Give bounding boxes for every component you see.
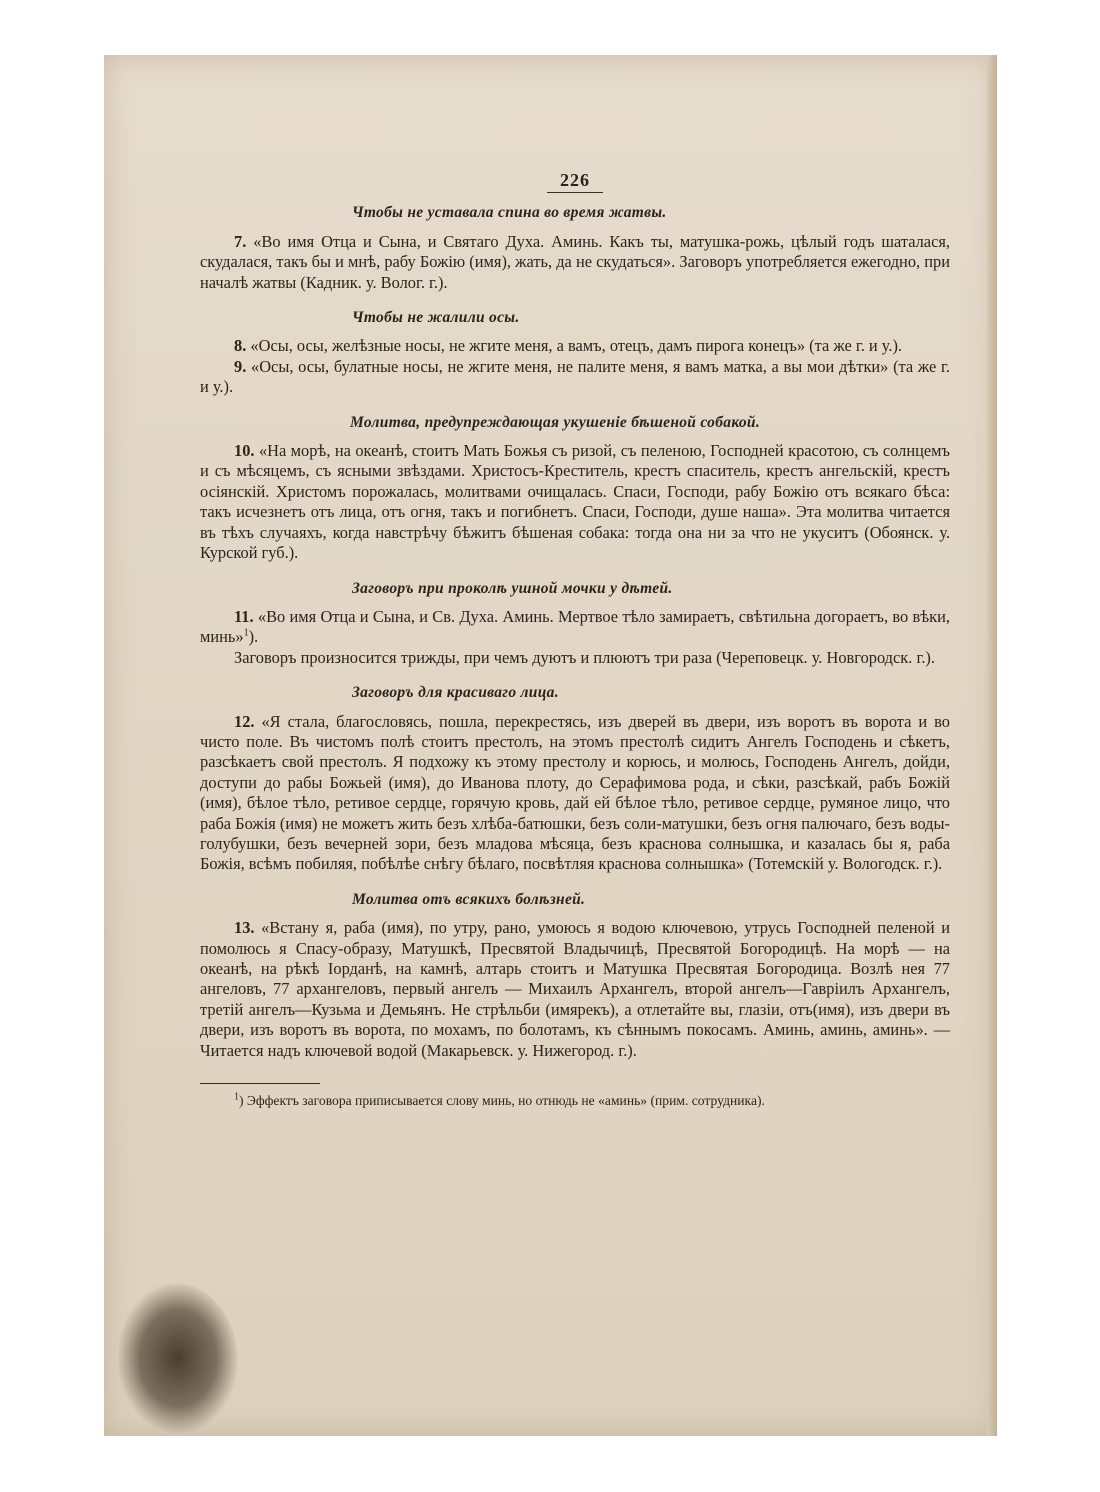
item-number: 9. [234,356,247,376]
page-number: 226 [560,170,590,190]
section-heading: Молитва, предупреждающая укушеніе бѣшеной собакой. [350,413,761,431]
page-number-rule [547,192,603,193]
section-heading: Чтобы не уставала спина во время жатвы. [352,204,667,222]
paragraph [200,232,950,293]
section-heading: Заговоръ при проколѣ ушной мочки у дѣтей. [352,579,673,597]
paragraph-text: «Во имя Отца и Сына, и Св. Духа. Аминь. Мертвое тѣло замираетъ, свѣтильна догораетъ, во вѣки, минь» [200,606,950,647]
footnote-mark: 1 [234,1091,239,1103]
paragraph [200,607,950,648]
item-number: 10. [234,441,255,461]
item-number: 13. [234,918,255,938]
footnote-ref: 1 [243,627,249,639]
footnote-text: ) Эффектъ заговора приписывается слову минь, но отнюдь не «аминь» (прим. сотрудника). [239,1093,765,1109]
paragraph-text: Заговоръ произносится трижды, при чемъ дуютъ и плюютъ три раза (Череповецк. у. Новгородск. г.). [234,647,935,667]
page-edge [987,55,997,1436]
item-number: 7. [234,231,247,251]
paragraph-text: «Во имя Отца и Сына, и Святаго Духа. Аминь. Какъ ты, матушка-рожь, цѣлый годъ шаталася, скудалася, такъ бы и мнѣ, рабу Божію (имя), жать, да не скудаться». Заговоръ употребляется ежегодно, при началѣ жатвы (Кадник. у. Волог. г.). [200,231,950,292]
item-number: 11. [234,606,254,626]
paragraph-text: «Осы, осы, желѣзные носы, не жгите меня, а вамъ, отецъ, дамъ пирога конецъ» (та же г. и у.). [250,336,903,356]
page-content [200,170,950,1109]
paragraph [200,336,950,356]
paragraph [200,712,950,875]
paragraph-tail: ). [248,627,259,647]
paragraph-text: «На морѣ, на океанѣ, стоитъ Мать Божья съ ризой, съ пеленою, Господней красотою, съ солнцемъ и съ мѣсяцемъ, съ ясными звѣздами. Христосъ-Креститель, крестъ спаситель, крестъ ангельскій, крестъ осіянскій. Христомъ порожалась, молитвами очищалась. Спаси, Господи, рабу Божію отъ всякаго бѣса: такъ исчезнетъ отъ лица, отъ огня, такъ и погибнетъ. Спаси, Господи, душе наша». Эта молитва читается въ тѣхъ случаяхъ, когда навстрѣчу бѣжитъ бѣшеная собака: тогда она ни за что не укуситъ (Обоянск. у. Курской губ.). [200,441,951,563]
paragraph-text: «Я стала, благословясь, пошла, перекрестясь, изъ дверей въ двери, изъ воротъ въ ворота и во чисто поле. Въ чистомъ полѣ стоитъ престолъ, на этомъ престолѣ сидитъ Ангелъ Господень и сѣкетъ, разсѣкаетъ свой престолъ. Я подхожу къ этому престолу и корюсь, и молюсь, Господень Ангелъ, дойди, доступи до рабы Божьей (имя), до Иванова плоту, до Серафимова рода, и сѣки, разсѣкай, рабъ Божій (имя), бѣлое тѣло, ретивое сердце, горячую кровь, дай ей бѣлое тѣло, ретивое сердце, румяное лицо, что раба Божія (имя) не можетъ жить безъ хлѣба-батюшки, безъ соли-матушки, безъ огня палючаго, безъ воды-голубушки, безъ вечерней зори, безъ младова мѣсяца, безъ краснова солнышка, и казалась бы я, раба Божія, всѣмъ побиляя, побѣлѣе снѣгу бѣлаго, посвѣтляя краснова солнышка» (Тотемскій у. Вологодск. г.). [200,711,950,874]
paragraph [200,357,950,398]
paragraph [200,648,950,668]
footnote [200,1092,950,1109]
footnote-rule [200,1083,320,1084]
section-heading: Чтобы не жалили осы. [352,309,520,327]
thumb-smudge [118,1283,238,1433]
item-number: 12. [234,711,255,731]
paragraph [200,918,950,1061]
section-heading: Молитва отъ всякихъ болѣзней. [352,890,586,908]
item-number: 8. [234,336,247,356]
paragraph-text: «Встану я, раба (имя), по утру, рано, умоюсь я водою ключевою, утрусь Господней пеленой и помолюсь я Спасу-образу, Матушкѣ, Пресвятой Владычицѣ, Пресвятой Богородицѣ. На морѣ — на океанѣ, на рѣкѣ Іорданѣ, на камнѣ, алтарь стоитъ и Матушка Пресвятая Богородица. Возлѣ нея 77 ангеловъ, 77 архангеловъ, первый ангелъ — Михаилъ Архангелъ, второй ангелъ—Гавріилъ Архангелъ, третій ангелъ—Кузьма и Демьянъ. Не стрѣльби (имярекъ), а отлетайте вы, глазіи, отъ(имя), изъ двери въ двери, изъ воротъ въ ворота, по мохамъ, по болотамъ, къ сѣннымъ покосамъ. Аминь, аминь, аминь». — Читается надъ ключевой водой (Макарьевск. у. Нижегород. г.). [200,918,950,1060]
paragraph [200,441,950,563]
section-heading: Заговоръ для красиваго лица. [352,684,559,702]
paragraph-text: «Осы, осы, булатные носы, не жгите меня, не палите меня, я вамъ матка, а вы мои дѣтки» (та же г. и у.). [200,356,950,397]
